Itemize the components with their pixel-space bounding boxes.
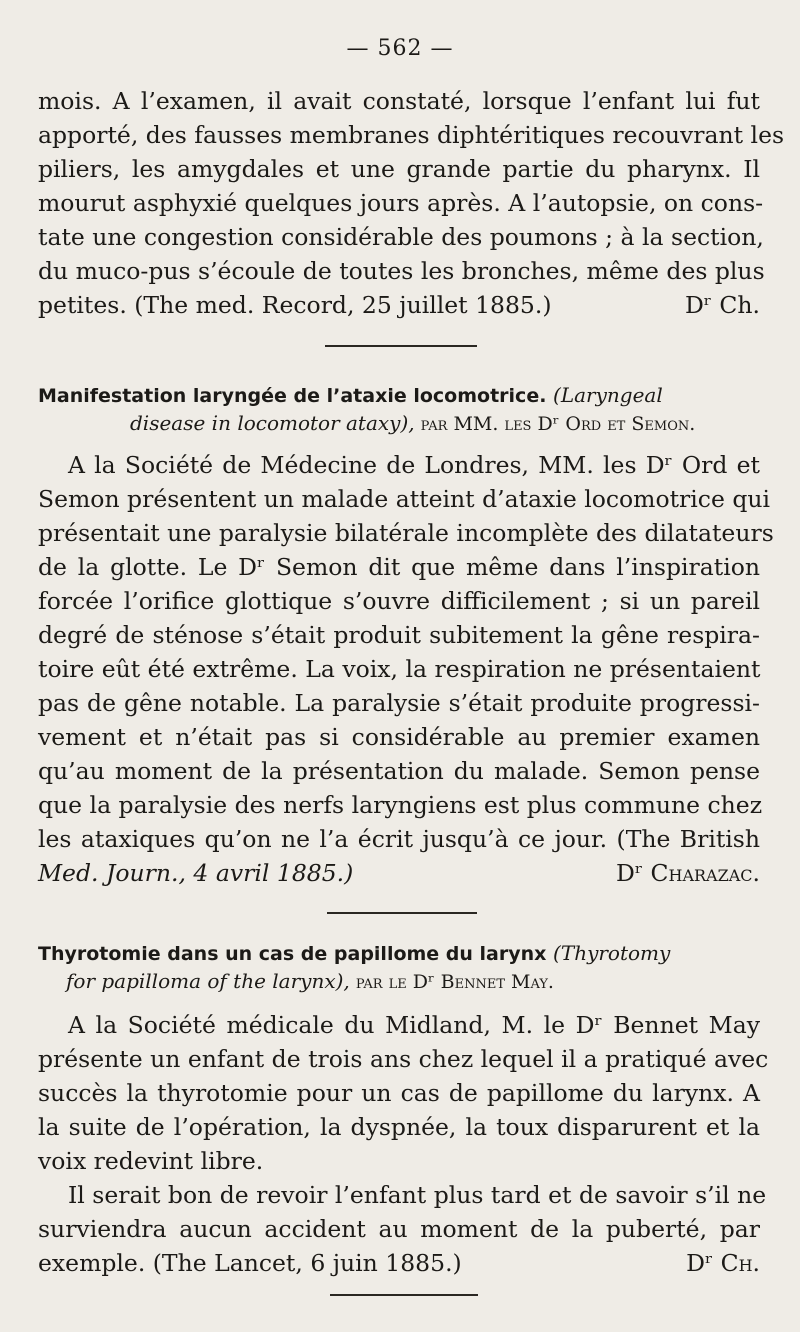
authors: par MM. les Dʳ Ord et Semon. [420,413,696,435]
text-line: degré de sténose s’était produit subitement la gêne respira- [38,621,760,649]
article-title [38,940,760,967]
citation: exemple. (The Lancet, 6 juin 1885.) [38,1249,462,1277]
title-fr: Manifestation laryngée de l’ataxie locomotrice. [38,385,547,407]
signature: Dʳ Charazac. [616,859,760,887]
text-line: que la paralysie des nerfs laryngiens est plus commune chez [38,791,763,819]
authors: par le Dʳ Bennet May. [355,971,554,993]
text-line: apporté, des fausses membranes diphtéritiques recouvrant les [38,121,785,149]
text-line: Semon présentent un malade atteint d’ataxie locomotrice qui [38,485,771,513]
text-line-last [38,1248,760,1278]
citation: Med. Journ., 4 avril 1885.) [38,859,354,887]
page-number: — 562 — [346,36,454,61]
text-line: la suite de l’opération, la dyspnée, la toux disparurent et la [38,1113,760,1141]
text-line: surviendra aucun accident au moment de la puberté, par [38,1215,760,1243]
text-line: tate une congestion considérable des poumons ; à la section, [38,223,764,251]
text-line-last [38,858,760,888]
signature: Dʳ Ch. [686,1249,760,1277]
text-line: mois. A l’examen, il avait constaté, lorsque l’enfant lui fut [38,87,760,115]
text-line: piliers, les amygdales et une grande partie du pharynx. Il [38,155,760,183]
text-line: toire eût été extrême. La voix, la respiration ne présentaient [38,655,761,683]
separator-rule [325,345,477,347]
text-line: pas de gêne notable. La paralysie s’était produite progressi- [38,689,760,717]
separator-rule [327,912,477,914]
text-line: présente un enfant de trois ans chez lequel il a pratiqué avec [38,1045,769,1073]
text-line: forcée l’orifice glottique s’ouvre difficilement ; si un pareil [38,587,760,615]
title-en: (Thyrotomy [553,941,671,965]
text-line: de la glotte. Le Dʳ Semon dit que même dans l’inspiration [38,553,760,581]
text-line: succès la thyrotomie pour un cas de papillome du larynx. A [38,1079,760,1107]
text-line: du muco-pus s’écoule de toutes les bronches, même des plus [38,257,765,285]
citation: petites. (The med. Record, 25 juillet 1885.) [38,291,552,319]
article-title [38,382,760,409]
text-line-last: voix redevint libre. [38,1147,264,1175]
separator-rule [330,1294,478,1296]
text-line: qu’au moment de la présentation du malade. Semon pense [38,757,760,785]
title-en-cont: disease in locomotor ataxy), [130,411,415,435]
text-line: Il serait bon de revoir l’enfant plus tard et de savoir s’il ne [68,1181,767,1209]
text-line-last [38,290,760,320]
text-line: A la Société médicale du Midland, M. le Dʳ Bennet May [68,1011,760,1039]
title-fr: Thyrotomie dans un cas de papillome du larynx [38,943,547,965]
text-line: vement et n’était pas si considérable au premier examen [38,723,760,751]
article-byline [66,968,766,995]
signature: Dʳ Ch. [684,291,760,319]
title-en-cont: for papilloma of the larynx), [66,969,350,993]
text-line: présentait une paralysie bilatérale incomplète des dilatateurs [38,519,774,547]
title-en: (Laryngeal [553,383,663,407]
text-line: mourut asphyxié quelques jours après. A l’autopsie, on cons- [38,189,764,217]
text-line: A la Société de Médecine de Londres, MM. les Dʳ Ord et [68,451,760,479]
article-byline [130,410,800,437]
text-line: les ataxiques qu’on ne l’a écrit jusqu’à ce jour. (The British [38,825,760,853]
